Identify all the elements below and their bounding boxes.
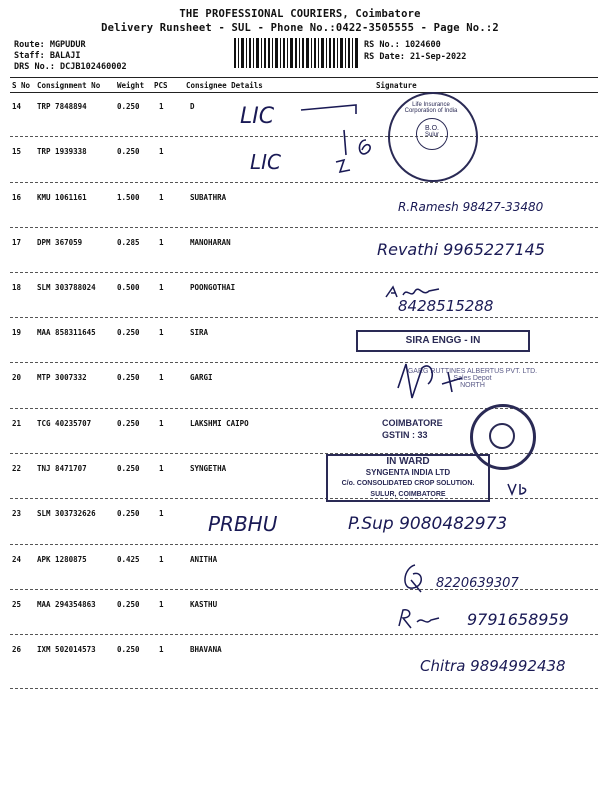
row-pcs: 1 [159, 102, 164, 111]
row-consignee: GARGI [190, 373, 213, 382]
row-consignee: KASTHU [190, 600, 218, 609]
row-pcs: 1 [159, 555, 164, 564]
lic-stamp-center-line-1: B.O. [424, 125, 439, 132]
row-pcs: 1 [159, 373, 164, 382]
table-row [10, 499, 598, 539]
handwriting-scribble-20 [392, 358, 472, 408]
handwriting-scribble-22 [506, 480, 536, 496]
col-weight: Weight [117, 81, 145, 90]
row-pcs: 1 [159, 600, 164, 609]
row-pcs: 1 [159, 147, 164, 156]
row-sno: 19 [12, 328, 22, 337]
lic-stamp-center [416, 118, 448, 150]
lic-stamp-ring-text: Life Insurance Corporation of India [404, 102, 458, 114]
garg-stamp-line-2: Sales Depot [453, 375, 492, 382]
garg-stamp-line-1: GARG RUTTINES ALBERTUS PVT. LTD. [407, 368, 538, 375]
inward-stamp-line-3: C/o. CONSOLIDATED CROP SOLUTION. [341, 480, 475, 487]
row-consignee: LAKSHMI CAIPO [190, 419, 249, 428]
handwriting-lic-2: LIC [250, 150, 282, 174]
staff-label: Staff: BALAJI [14, 51, 81, 61]
col-details: Consignee Details [186, 81, 263, 90]
col-sno: S No [12, 81, 31, 90]
signature-row-23-b: P.Sup 9080482973 [348, 514, 508, 534]
signature-row-26: Chitra 9894992438 [420, 657, 566, 675]
row-sno: 15 [12, 147, 22, 156]
row-consignment: MAA 858311645 [37, 328, 96, 337]
row-consignment: SLM 303732626 [37, 509, 96, 518]
row-divider [10, 688, 598, 689]
stamp-gstin: GSTIN : 33 [382, 430, 428, 440]
row-weight: 0.250 [117, 464, 140, 473]
row-pcs: 1 [159, 283, 164, 292]
row-sno: 21 [12, 419, 22, 428]
row-sno: 17 [12, 238, 22, 247]
runsheet-subtitle: Delivery Runsheet - SUL - Phone No.:0422-3505555 - Page No.:2 [101, 22, 499, 34]
company-title: THE PROFESSIONAL COURIERS, Coimbatore [179, 8, 421, 20]
route-label: Route: MGPUDUR [14, 40, 86, 50]
garg-stamp-line-3: NORTH [460, 382, 485, 389]
signature-row-16: R.Ramesh 98427-33480 [398, 200, 544, 214]
row-sno: 14 [12, 102, 22, 111]
row-weight: 1.500 [117, 193, 140, 202]
row-sno: 16 [12, 193, 22, 202]
row-consignment: TNJ 8471707 [37, 464, 87, 473]
signature-row-18: 8428515288 [398, 297, 494, 315]
row-weight: 0.250 [117, 373, 140, 382]
col-signature: Signature [376, 81, 417, 90]
row-consignment: MTP 3007332 [37, 373, 87, 382]
row-weight: 0.425 [117, 555, 140, 564]
inward-stamp-line-4: SULUR, COIMBATORE [370, 491, 446, 498]
row-pcs: 1 [159, 509, 164, 518]
handwriting-lic-1: LIC [240, 104, 275, 129]
row-consignment: SLM 303788024 [37, 283, 96, 292]
handwriting-scribble-mark [296, 100, 376, 190]
row-sno: 26 [12, 645, 22, 654]
row-pcs: 1 [159, 238, 164, 247]
row-consignee: SIRA [190, 328, 209, 337]
sira-stamp: SIRA ENGG - IN [356, 330, 530, 352]
seal-inner-ring [489, 423, 515, 449]
row-consignee: MANOHARAN [190, 238, 231, 247]
row-consignment: TRP 1939338 [37, 147, 87, 156]
signature-row-23-a: PRBHU [208, 512, 278, 536]
row-sno: 20 [12, 373, 22, 382]
row-pcs: 1 [159, 419, 164, 428]
row-consignee: SYNGETHA [190, 464, 227, 473]
row-sno: 22 [12, 464, 22, 473]
row-pcs: 1 [159, 645, 164, 654]
row-pcs: 1 [159, 464, 164, 473]
row-weight: 0.250 [117, 147, 140, 156]
row-consignee: POONGOTHAI [190, 283, 236, 292]
inward-stamp-line-2: SYNGENTA INDIA LTD [365, 468, 451, 477]
row-consignment: DPM 367059 [37, 238, 83, 247]
row-consignment: IXM 502014573 [37, 645, 96, 654]
row-weight: 0.285 [117, 238, 140, 247]
row-consignee: D [190, 102, 195, 111]
handwriting-scribble-24 [395, 562, 435, 596]
inward-stamp-line-1: IN WARD [386, 456, 430, 467]
row-pcs: 1 [159, 193, 164, 202]
header-rule-top [10, 77, 598, 78]
row-sno: 24 [12, 555, 22, 564]
row-weight: 0.500 [117, 283, 140, 292]
row-weight: 0.250 [117, 600, 140, 609]
stamp-coimbatore: COIMBATORE [382, 418, 443, 428]
drs-number: DRS No.: DCJB102460002 [14, 62, 127, 72]
row-weight: 0.250 [117, 645, 140, 654]
row-consignment: KMU 1061161 [37, 193, 87, 202]
inward-stamp [326, 454, 490, 502]
lic-stamp-center-line-2: Sulur [424, 132, 439, 138]
row-consignee: ANITHA [190, 555, 218, 564]
barcode [234, 38, 358, 68]
row-sno: 18 [12, 283, 22, 292]
signature-row-17: Revathi 9965227145 [377, 240, 545, 259]
row-weight: 0.250 [117, 419, 140, 428]
row-weight: 0.250 [117, 102, 140, 111]
row-sno: 25 [12, 600, 22, 609]
signature-row-25: 9791658959 [467, 610, 569, 629]
row-weight: 0.250 [117, 328, 140, 337]
table-row [10, 273, 598, 313]
rs-number: RS No.: 1024600 [364, 40, 441, 50]
col-pcs: PCS [154, 81, 168, 90]
row-consignee: SUBATHRA [190, 193, 227, 202]
col-consignment: Consignment No [37, 81, 101, 90]
rs-date: RS Date: 21-Sep-2022 [364, 52, 467, 62]
row-consignment: TCG 40235707 [37, 419, 92, 428]
row-consignment: APK 1280875 [37, 555, 87, 564]
signature-row-24: 8220639307 [436, 576, 519, 591]
lic-round-stamp [388, 92, 478, 182]
handwriting-scribble-25 [395, 606, 445, 632]
row-consignment: TRP 7848894 [37, 102, 87, 111]
row-sno: 23 [12, 509, 22, 518]
row-consignment: MAA 294354863 [37, 600, 96, 609]
row-weight: 0.250 [117, 509, 140, 518]
row-consignee: BHAVANA [190, 645, 222, 654]
row-pcs: 1 [159, 328, 164, 337]
